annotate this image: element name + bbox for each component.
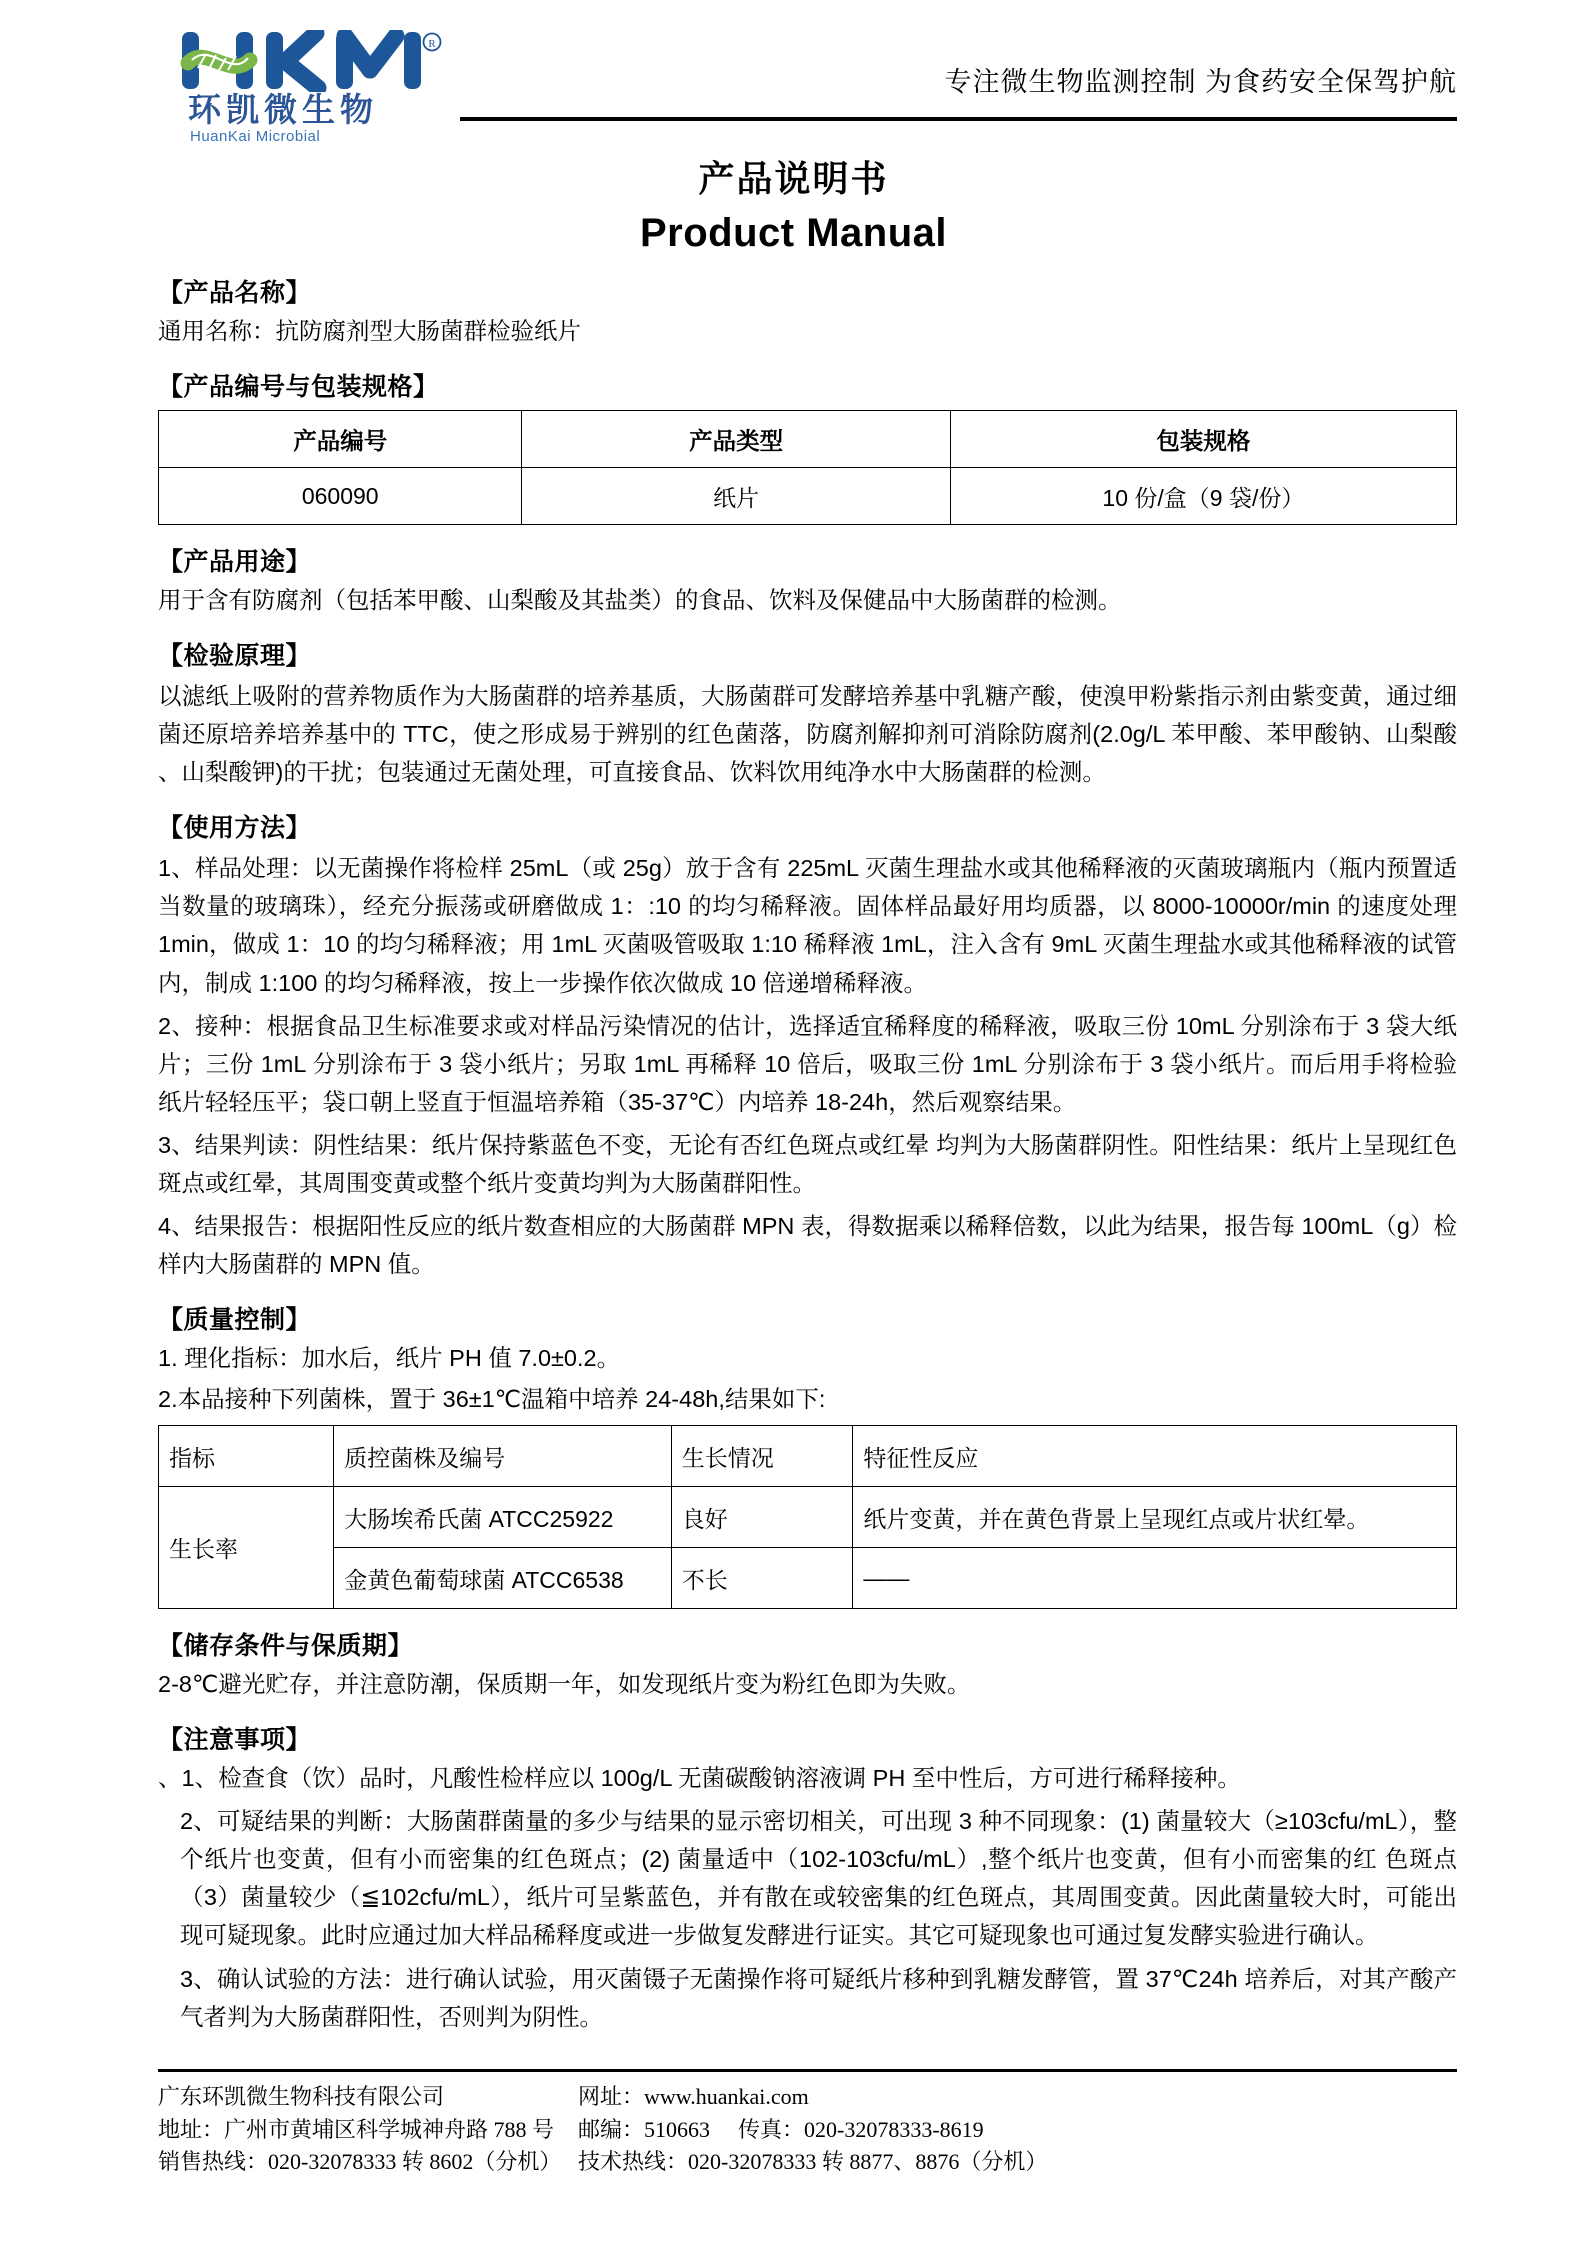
table-header-row [159,411,1457,468]
method-step-3: 3、结果判读：阴性结果：纸片保持紫蓝色不变，无论有否红色斑点或红晕 均判为大肠菌群阴性。阳性结果：纸片上呈现红色斑点或红晕，其周围变黄或整个纸片变黄均判为大肠菌群阳性。 [158,1131,1457,1196]
cell-growth-1: 良好 [671,1487,853,1548]
quality-item-2: 2.本品接种下列菌株，置于 36±1℃温箱中培养 24-48h,结果如下: [158,1386,826,1413]
method-step-4: 4、结果报告：根据阳性反应的纸片数查相应的大肠菌群 MPN 表，得数据乘以稀释倍数，以此为结果，报告每 100mL（g）检样内大肠菌群的 MPN 值。 [158,1212,1457,1277]
footer-address: 地址：广州市黄埔区科学城神舟路 788 号 [158,2116,555,2142]
storage-text: 2-8℃避光贮存，并注意防潮，保质期一年，如发现纸片变为粉红色即为失败。 [158,1671,971,1698]
page-footer [158,2069,1457,2179]
svg-text:R: R [428,38,436,50]
logo-english-name: HuanKai Microbial [190,128,321,145]
note-item-2: 2、可疑结果的判断：大肠菌群菌量的多少与结果的显示密切相关，可出现 3 种不同现象：(1) 菌量较大（≥103cfu/mL），整个纸片也变黄，但有小而密集的红色斑点；(2) 菌量适中（102-103cfu/mL）,整个纸片也变黄，但有小而密集的红 色斑点（3）菌量较少（≦102cfu/mL），纸片可呈紫蓝色，并有散在或较密集的红色斑点，其周围变黄。因此菌量较大时，可能出现可疑现象。此时应通过加大样品稀释度或进一步做复发酵进行证实。其它可疑现象也可通过复发酵实验进行确认。 [180,1808,1457,1949]
header-tagline-area [458,22,1457,99]
section-heading-storage: 【储存条件与保质期】 [158,1632,414,1661]
quality-control-table [158,1425,1457,1609]
page-header [0,0,1587,145]
footer-right-column [578,2081,1457,2179]
document-body [0,273,1587,2036]
cell-product-code: 060090 [159,468,522,525]
product-generic-name: 通用名称：抗防腐剂型大肠菌群检验纸片 [158,318,581,344]
cell-reaction-1: 纸片变黄，并在黄色背景上呈现红点或片状红晕。 [853,1487,1457,1548]
table-header-row [159,1426,1457,1487]
section-heading-notes: 【注意事项】 [158,1726,312,1755]
page-title-cn: 产品说明书 [698,158,889,199]
cell-strain-2: 金黄色葡萄球菌 ATCC6538 [334,1548,671,1609]
product-use-text: 用于含有防腐剂（包括苯甲酸、山梨酸及其盐类）的食品、饮料及保健品中大肠菌群的检测。 [158,587,1122,614]
col-strain: 质控菌株及编号 [334,1426,671,1487]
table-row [159,1548,1457,1609]
col-reaction: 特征性反应 [853,1426,1457,1487]
footer-left-column [158,2081,578,2179]
footer-fax: 传真：020-32078333-8619 [738,2116,984,2142]
section-heading-method: 【使用方法】 [158,814,312,843]
footer-tech-hotline: 技术热线：020-32078333 转 8877、8876（分机） [578,2149,1048,2175]
col-indicator: 指标 [159,1426,334,1487]
header-divider [460,117,1457,121]
table-row [159,468,1457,525]
cell-growth-rate-label: 生长率 [159,1487,334,1609]
company-tagline: 专注微生物监测控制 为食药安全保驾护航 [944,67,1457,97]
footer-company-name: 广东环凯微生物科技有限公司 [158,2084,445,2110]
note-item-3: 3、确认试验的方法：进行确认试验，用灭菌镊子无菌操作将可疑纸片移种到乳糖发酵管，置 37℃24h 培养后，对其产酸产气者判为大肠菌群阳性，否则判为阴性。 [180,1965,1457,2030]
col-product-type: 产品类型 [522,411,950,468]
note-item-1: 、1、检查食（饮）品时，凡酸性检样应以 100g/L 无菌碳酸钠溶液调 PH 至中性后，方可进行稀释接种。 [158,1765,1241,1792]
footer-postcode-fax [578,2114,1457,2147]
company-logo [158,30,458,145]
hkm-logo-icon [158,30,448,92]
cell-growth-2: 不长 [671,1548,853,1609]
col-product-code: 产品编号 [159,411,522,468]
table-row [159,1487,1457,1548]
section-heading-use: 【产品用途】 [158,548,312,577]
quality-item-1: 1. 理化指标：加水后，纸片 PH 值 7.0±0.2。 [158,1345,621,1371]
footer-website: 网址：www.huankai.com [578,2084,809,2110]
footer-divider [158,2069,1457,2072]
cell-product-type: 纸片 [522,468,950,525]
cell-package-spec: 10 份/盒（9 袋/份） [950,468,1456,525]
logo-chinese-name: 环凯微生物 [188,91,378,128]
section-heading-quality: 【质量控制】 [158,1306,312,1334]
section-heading-spec: 【产品编号与包装规格】 [158,373,439,402]
col-growth: 生长情况 [671,1426,853,1487]
footer-sales-hotline: 销售热线：020-32078333 转 8602（分机） [158,2149,562,2175]
method-step-2: 2、接种：根据食品卫生标准要求或对样品污染情况的估计，选择适宜稀释度的稀释液，吸取三份 10mL 分别涂布于 3 袋大纸片；三份 1mL 分别涂布于 3 袋小纸片；另取 1mL 再稀释 10 倍后，吸取三份 1mL 分别涂布于 3 袋小纸片。而后用手将检验纸片轻轻压平；袋口朝上竖直于恒温培养箱（35-37℃）内培养 18-24h，然后观察结果。 [158,1012,1457,1115]
footer-postcode: 邮编：510663 [578,2116,711,2142]
cell-strain-1: 大肠埃希氏菌 ATCC25922 [334,1487,671,1548]
cell-reaction-2: —— [853,1548,1457,1609]
col-package-spec: 包装规格 [950,411,1456,468]
specification-table [158,410,1457,525]
method-step-1: 1、样品处理：以无菌操作将检样 25mL（或 25g）放于含有 225mL 灭菌生理盐水或其他稀释液的灭菌玻璃瓶内（瓶内预置适当数量的玻璃珠），经充分振荡或研磨做成 1：:10 的均匀稀释液。固体样品最好用均质器，以 8000-10000r/min 的速度处理 1min，做成 1：10 的均匀稀释液；用 1mL 灭菌吸管吸取 1:10 稀释液 1mL，注入含有 9mL 灭菌生理盐水或其他稀释液的试管内，制成 1:100 的均匀稀释液，按上一步操作依次做成 10 倍递增稀释液。 [158,855,1457,996]
section-heading-product-name: 【产品名称】 [158,279,312,307]
section-heading-principle: 【检验原理】 [158,642,312,671]
page-title-en: Product Manual [639,211,948,255]
principle-text: 以滤纸上吸附的营养物质作为大肠菌群的培养基质，大肠菌群可发酵培养基中乳糖产酸，使溴甲粉紫指示剂由紫变黄，通过细菌还原培养培养基中的 TTC，使之形成易于辨别的红色菌落，防腐剂解抑剂可消除防腐剂(2.0g/L 苯甲酸、苯甲酸钠、山梨酸 、山梨酸钾)的干扰；包装通过无菌处理，可直接食品、饮料饮用纯净水中大肠菌群的检测。 [158,683,1457,786]
